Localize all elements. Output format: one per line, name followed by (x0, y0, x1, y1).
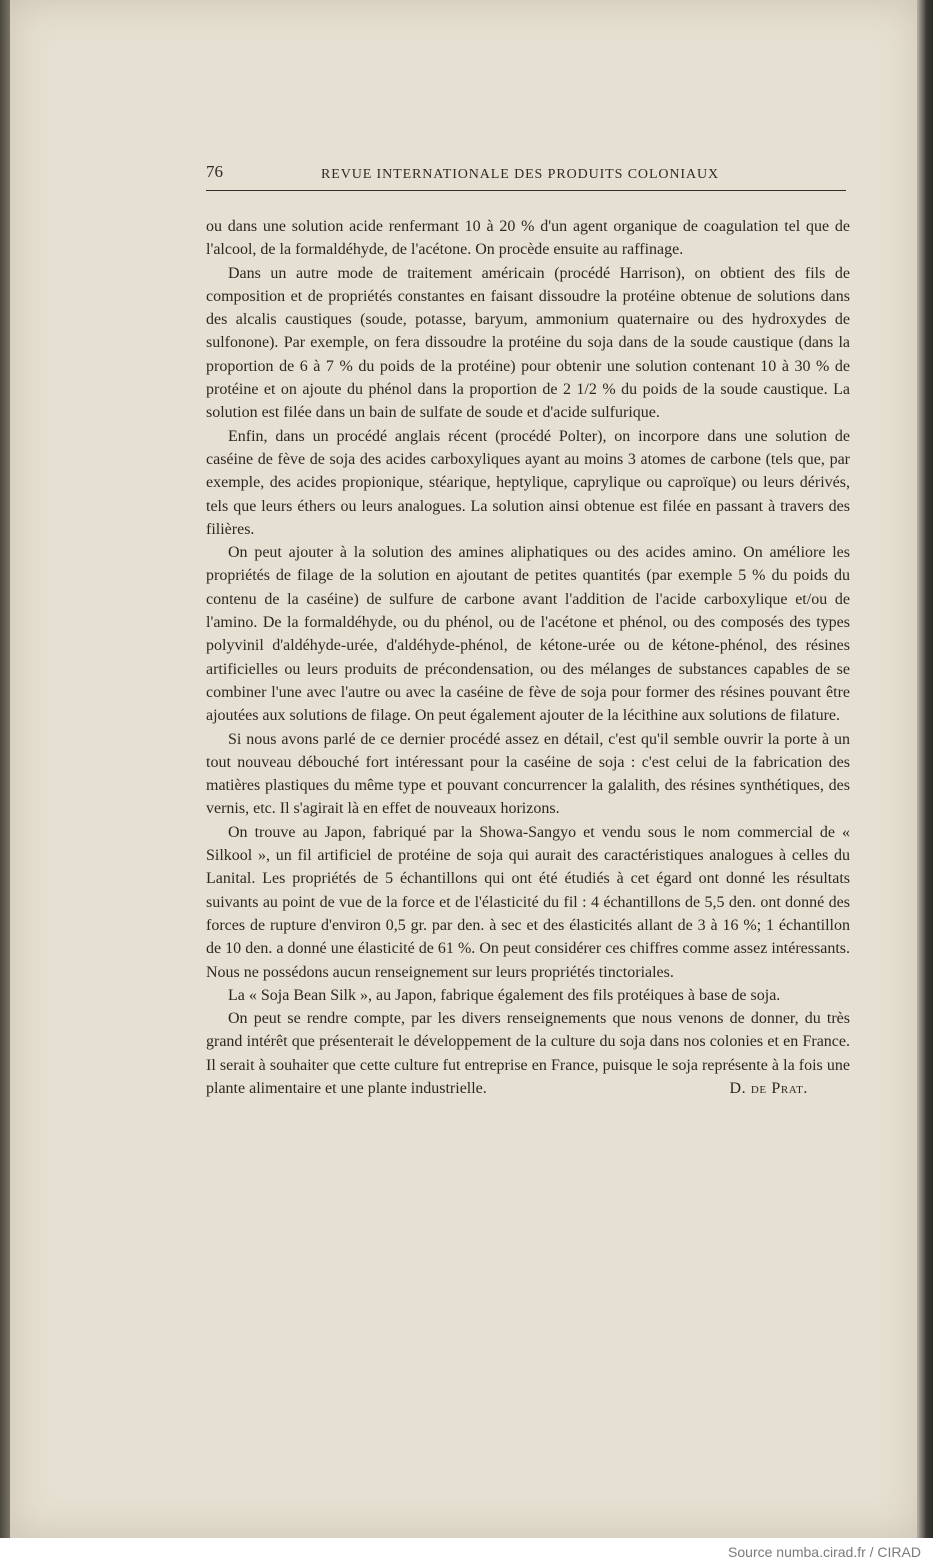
source-credit: Source numba.cirad.fr / CIRAD (728, 1544, 921, 1560)
paragraph-7: La « Soja Bean Silk », au Japon, fabrique également des fils protéiques à base de soja. (228, 986, 781, 1004)
source-footer (0, 1538, 933, 1566)
author-signature: D. de Prat. (729, 1079, 808, 1097)
paragraph-8-text: On peut se rendre compte, par les divers renseignements que nous venons de donner, du très grand intérêt que présenterait le développement de la culture du soja dans nos colonies et en France. Il serait à souhaiter que cette culture fut entreprise en France, puisque le soja représente à la fois une plante alimentaire et une plante industrielle. (206, 1010, 850, 1097)
paragraph-1: ou dans une solution acide renfermant 10 à 20 % d'un agent organique de coagulation tel que de l'alcool, de la formaldéhyde, de l'acétone. On procède ensuite au raffinage. (206, 218, 850, 259)
paragraph-5: Si nous avons parlé de ce dernier procédé assez en détail, c'est qu'il semble ouvrir la porte à un tout nouveau débouché fort intéressant pour la caséine de soja : c'est celui de la fabrication des matières plastiques du même type et pouvant concurrencer la galalith, des résines synthétiques, des vernis, etc. Il s'agirait là en effet de nouveaux horizons. (206, 730, 850, 818)
article-body (206, 215, 850, 1100)
running-title: REVUE INTERNATIONALE DES PRODUITS COLONIAUX (321, 167, 720, 182)
book-right-edge (917, 0, 933, 1540)
paragraph-6: On trouve au Japon, fabriqué par la Showa-Sangyo et vendu sous le nom commercial de « Silkool », un fil artificiel de protéine de soja qui aurait des caractéristiques analogues à celles du Lanital. Les propriétés de 5 échantillons qui ont été étudiés à cet égard ont donné les résultats suivants au point de vue de la force et de l'élasticité du fil : 4 échantillons de 5,5 den. ont donné des forces de rupture d'environ 0,5 gr. par den. à sec et des élasticités allant de 3 à 16 %; 1 échantillon de 10 den. a donné une élasticité de 61 %. On peut considérer ces chiffres comme assez intéressants. Nous ne possédons aucun renseignement sur leurs propriétés tinctoriales. (206, 823, 850, 981)
paragraph-3: Enfin, dans un procédé anglais récent (procédé Polter), on incorpore dans une solution de caséine de fève de soja des acides carboxyliques ayant au moins 3 atomes de carbone (tels que, par exemple, des acides propionique, stéarique, heptylique, caprylique ou caproïque) ou leurs dérivés, tels que leurs éthers ou leurs analogues. La solution ainsi obtenue est filée en passant à travers des filières. (206, 427, 850, 538)
paragraph-8 (206, 1007, 850, 1100)
paragraph-2: Dans un autre mode de traitement américain (procédé Harrison), on obtient des fils de composition et de propriétés constantes en faisant dissoudre la protéine obtenue de solutions dans des alcalis caustiques (soude, potasse, baryum, ammonium quaternaire ou des hydroxydes de sulfonone). Par exemple, on fera dissoudre la protéine du soja dans de la soude caustique (dans la proportion de 6 à 7 % du poids de la protéine) pour obtenir une solution contenant 10 à 30 % de protéine et on ajoute du phénol dans la proportion de 2 1/2 % du poids de la soude caustique. La solution est filée dans un bain de sulfate de soude et d'acide sulfurique. (206, 264, 850, 422)
paragraph-4: On peut ajouter à la solution des amines aliphatiques ou des acides amino. On améliore les propriétés de filage de la solution en ajoutant de petites quantités (par exemple 5 % du poids du contenu de la caséine) de sulfure de carbone avant l'addition de l'acide carboxylique et/ou de l'amino. De la formaldéhyde, ou du phénol, ou de l'acétone et phénol, ou des composés des types polyvinil d'aldéhyde-urée, d'aldéhyde-phénol, de kétone-urée ou de kétone-phénol, des résines artificielles ou leurs produits de précondensation, ou des mélanges de substances capables de se combiner l'une avec l'autre ou avec la caséine de fève de soja pour former des résines pouvant être ajoutées aux solutions de filage. On peut également ajouter de la lécithine aux solutions de filature. (206, 544, 850, 725)
page-header (206, 160, 846, 191)
page-number: 76 (206, 162, 223, 181)
